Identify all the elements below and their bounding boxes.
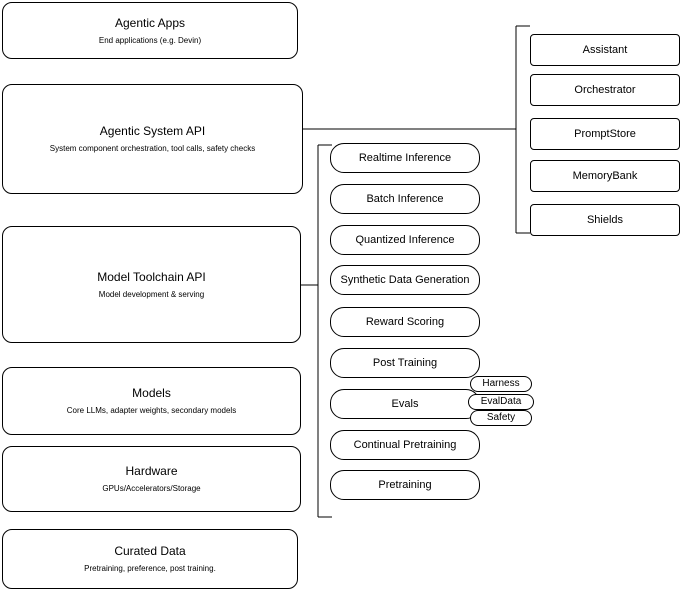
capability-evals[interactable]: [330, 389, 480, 419]
stack-layer-model-toolchain-api[interactable]: [2, 226, 301, 343]
capability-quantized-inference[interactable]: [330, 225, 480, 255]
capability-label: Reward Scoring: [365, 316, 445, 328]
stack-layer-title: Models: [132, 386, 171, 400]
agentic-component-shields[interactable]: [530, 204, 680, 236]
capability-post-training[interactable]: [330, 348, 480, 378]
stack-layer-subtitle: Pretraining, preference, post training.: [84, 564, 216, 573]
capability-label: Synthetic Data Generation: [340, 274, 470, 286]
capability-label: Evals: [391, 398, 419, 410]
stack-layer-subtitle: Model development & serving: [98, 289, 205, 299]
agentic-component-label: Shields: [586, 214, 624, 226]
stack-layer-models[interactable]: [2, 367, 301, 435]
stack-layer-title: Curated Data: [114, 544, 186, 558]
agentic-component-label: MemoryBank: [572, 170, 638, 182]
capability-label: Realtime Inference: [358, 152, 452, 164]
capability-label: Post Training: [372, 357, 438, 369]
capability-realtime-inference[interactable]: [330, 143, 480, 173]
capability-label: Continual Pretraining: [353, 439, 457, 451]
agentic-component-memorybank[interactable]: [530, 160, 680, 192]
capability-label: Batch Inference: [366, 193, 444, 205]
capability-reward-scoring[interactable]: [330, 307, 480, 337]
stack-layer-title: Model Toolchain API: [97, 269, 206, 284]
stack-layer-subtitle: GPUs/Accelerators/Storage: [102, 484, 201, 493]
stack-layer-title: Hardware: [125, 464, 178, 478]
capability-label: Quantized Inference: [355, 234, 455, 246]
agentic-component-label: PromptStore: [574, 128, 636, 140]
eval-pill-safety[interactable]: [470, 410, 532, 426]
stack-layer-subtitle: System component orchestration, tool calls, safety checks: [49, 144, 256, 153]
eval-pill-label: EvalData: [480, 396, 522, 407]
stack-layer-subtitle: Core LLMs, adapter weights, secondary models: [66, 406, 237, 415]
capability-batch-inference[interactable]: [330, 184, 480, 214]
stack-layer-agentic-apps[interactable]: [2, 2, 298, 59]
capability-continual-pretraining[interactable]: [330, 430, 480, 460]
eval-pill-harness[interactable]: [470, 376, 532, 392]
stack-layer-curated-data[interactable]: [2, 529, 298, 589]
agentic-component-label: Assistant: [582, 44, 628, 56]
agentic-component-label: Orchestrator: [574, 84, 636, 96]
eval-pill-label: Harness: [482, 378, 520, 389]
stack-layer-title: Agentic Apps: [114, 15, 186, 30]
eval-pill-label: Safety: [486, 412, 516, 423]
capability-pretraining[interactable]: [330, 470, 480, 500]
agentic-component-orchestrator[interactable]: [530, 74, 680, 106]
stack-layer-subtitle: End applications (e.g. Devin): [98, 35, 202, 45]
agentic-component-promptstore[interactable]: [530, 118, 680, 150]
stack-layer-title: Agentic System API: [99, 124, 206, 138]
eval-pill-evaldata[interactable]: [468, 394, 534, 410]
capability-synthetic-data-generation[interactable]: [330, 265, 480, 295]
stack-layer-agentic-system-api[interactable]: [2, 84, 303, 194]
stack-layer-hardware[interactable]: [2, 446, 301, 512]
agentic-component-assistant[interactable]: [530, 34, 680, 66]
capability-label: Pretraining: [378, 479, 432, 491]
